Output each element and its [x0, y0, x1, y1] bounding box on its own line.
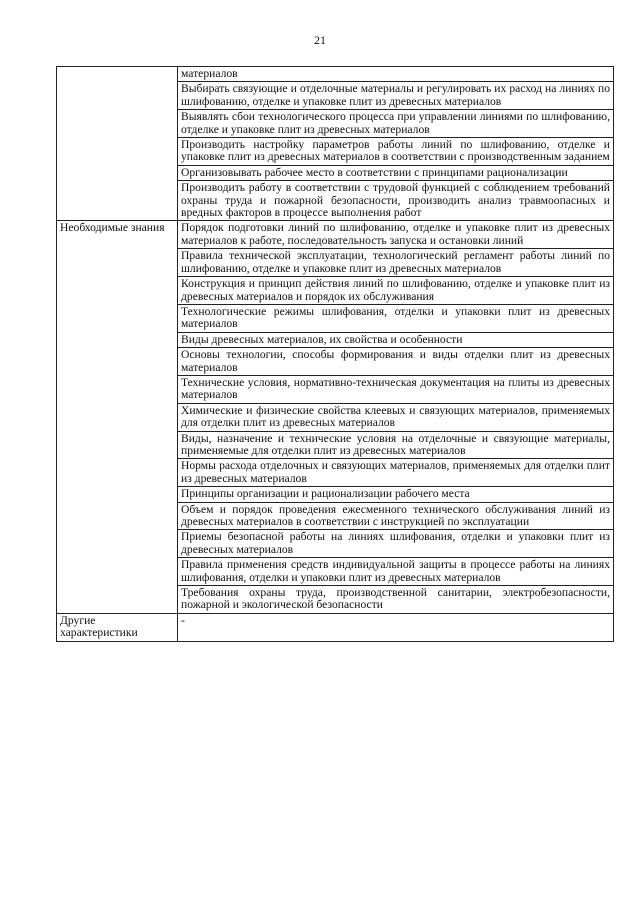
requirement-cell: Правила применения средств индивидуальной защиты в процессе работы на линиях шлифования, отделки и упаковки плит из древесных материалов	[178, 558, 614, 586]
requirement-cell: Требования охраны труда, производственной санитарии, электробезопасности, пожарной и экологической безопасности	[178, 586, 614, 614]
requirements-table	[56, 66, 614, 642]
requirement-cell: Химические и физические свойства клеевых и связующих материалов, применяемых для отделки плит из древесных материалов	[178, 403, 614, 431]
section-label	[57, 67, 178, 221]
requirement-cell: -	[178, 613, 614, 641]
table-body	[57, 67, 614, 642]
requirement-cell: Выбирать связующие и отделочные материалы и регулировать их расход на линиях по шлифованию, отделке и упаковке плит из древесных материалов	[178, 82, 614, 110]
requirement-cell: Правила технической эксплуатации, технологический регламент работы линий по шлифованию, отделке и упаковке плит из древесных материалов	[178, 249, 614, 277]
requirement-cell: Нормы расхода отделочных и связующих материалов, применяемых для отделки плит из древесных материалов	[178, 459, 614, 487]
requirement-cell: Организовывать рабочее место в соответствии с принципами рационализации	[178, 165, 614, 180]
requirement-cell: Конструкция и принцип действия линий по шлифованию, отделке и упаковке плит из древесных материалов и порядок их обслуживания	[178, 277, 614, 305]
requirement-cell: Основы технологии, способы формирования и виды отделки плит из древесных материалов	[178, 348, 614, 376]
page-number: 21	[314, 33, 326, 47]
table-row	[57, 221, 614, 249]
requirement-cell: материалов	[178, 67, 614, 82]
requirement-cell: Принципы организации и рационализации рабочего места	[178, 487, 614, 502]
requirement-cell: Приемы безопасной работы на линиях шлифования, отделки и упаковки плит из древесных материалов	[178, 530, 614, 558]
table-row	[57, 67, 614, 82]
requirement-cell: Виды древесных материалов, их свойства и особенности	[178, 332, 614, 347]
section-label: Необходимые знания	[57, 221, 178, 613]
requirement-cell: Производить настройку параметров работы линий по шлифованию, отделке и упаковке плит из древесных материалов в соответствии с производственным заданием	[178, 138, 614, 166]
section-label: Другие характеристики	[57, 613, 178, 641]
requirement-cell: Выявлять сбои технологического процесса при управлении линиями по шлифованию, отделке и упаковке плит из древесных материалов	[178, 110, 614, 138]
requirement-cell: Виды, назначение и технические условия на отделочные и связующие материалы, применяемые для отделки плит из древесных материалов	[178, 431, 614, 459]
requirement-cell: Производить работу в соответствии с трудовой функцией с соблюдением требований охраны труда и пожарной безопасности, производить анализ травмоопасных и вредных факторов в процессе выполнения работ	[178, 181, 614, 221]
requirement-cell: Объем и порядок проведения ежесменного технического обслуживания линий из древесных материалов в соответствии с инструкцией по эксплуатации	[178, 502, 614, 530]
requirement-cell: Порядок подготовки линий по шлифованию, отделке и упаковке плит из древесных материалов к работе, последовательность запуска и остановки линий	[178, 221, 614, 249]
table-row	[57, 613, 614, 641]
requirement-cell: Технические условия, нормативно-техническая документация на плиты из древесных материалов	[178, 375, 614, 403]
requirement-cell: Технологические режимы шлифования, отделки и упаковки плит из древесных материалов	[178, 304, 614, 332]
